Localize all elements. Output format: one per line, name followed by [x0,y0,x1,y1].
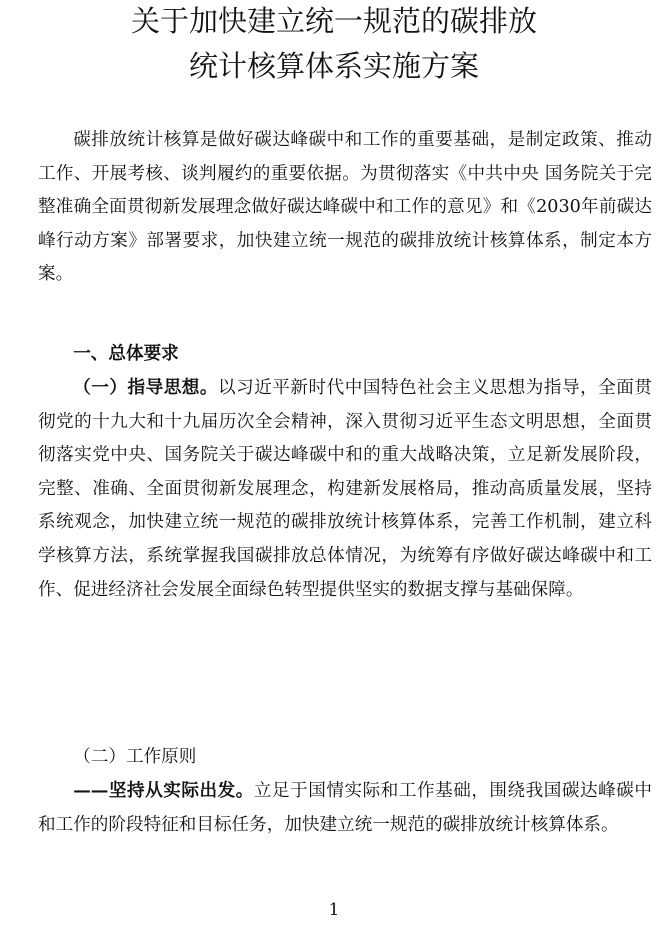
section-heading-general-requirements: 一、总体要求 [73,343,179,364]
principle-lead: ——坚持从实际出发。 [73,780,254,801]
intro-paragraph: 碳排放统计核算是做好碳达峰碳中和工作的重要基础，是制定政策、推动工作、开展考核、谈判履约的重要依据。为贯彻落实《中共中央 国务院关于完整准确全面贯彻新发展理念做好碳达峰碳中和工作的意见》和《2030年前碳达峰行动方案》部署要求，加快建立统一规范的碳排放统计核算体系，制定本方案。 [38,130,652,285]
guiding-ideology-lead: （一）指导思想。 [73,377,219,398]
page-number: 1 [328,900,340,920]
document-title-line-1: 关于加快建立统一规范的碳排放 [130,4,537,38]
guiding-ideology-paragraph [38,371,652,607]
document-title-line-2: 统计核算体系实施方案 [188,49,479,83]
subheading-work-principles: （二）工作原则 [73,747,197,767]
principle-paragraph [38,774,652,842]
principle-text: 立足于国情实际和工作基础，围绕我国碳达峰碳中和工作的阶段特征和目标任务，加快建立统一规范的碳排放统计核算体系。 [38,781,652,835]
guiding-ideology-text: 以习近平新时代中国特色社会主义思想为指导，全面贯彻党的十九大和十九届历次全会精神，深入贯彻习近平生态文明思想，全面贯彻落实党中央、国务院关于碳达峰碳中和的重大战略决策，立足新发展阶段，完整、准确、全面贯彻新发展理念，构建新发展格局，推动高质量发展，坚持系统观念，加快建立统一规范的碳排放统计核算体系，完善工作机制，建立科学核算方法，系统掌握我国碳排放总体情况，为统筹有序做好碳达峰碳中和工作、促进经济社会发展全面绿色转型提供坚实的数据支撑与基础保障。 [38,378,652,600]
